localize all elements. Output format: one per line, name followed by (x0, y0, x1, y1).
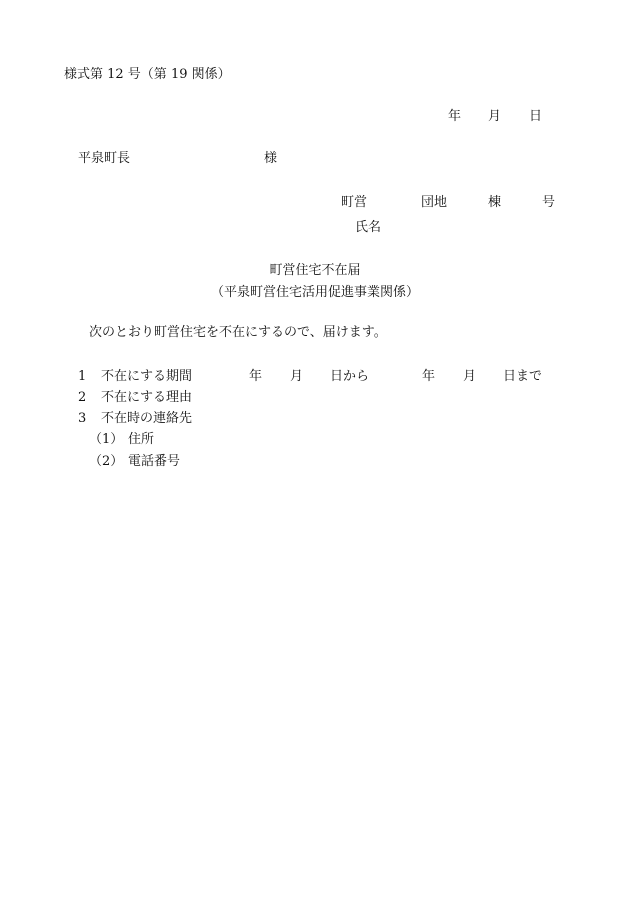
item-number: 2 (78, 390, 87, 405)
building-label: 棟 (488, 195, 502, 210)
period-start-year: 年 (249, 369, 263, 384)
document-subtitle: （平泉町営住宅活用促進事業関係） (210, 285, 419, 300)
document-title: 町営住宅不在届 (269, 263, 361, 278)
item-label: 不在時の連絡先 (101, 411, 193, 426)
intro-text: 次のとおり町営住宅を不在にするので、届けます。 (89, 325, 387, 340)
item-label: 不在にする理由 (101, 390, 193, 405)
applicant-name-label: 氏名 (355, 220, 382, 235)
period-start-month: 月 (290, 369, 304, 384)
date-day-label: 日 (529, 109, 543, 124)
item-number: 3 (78, 411, 87, 426)
complex-label: 団地 (421, 195, 448, 210)
date-month-label: 月 (488, 109, 502, 124)
date-year-label: 年 (448, 109, 462, 124)
town-housing-label: 町営 (341, 195, 368, 210)
subitem-number: （2） (89, 454, 124, 469)
number-label: 号 (542, 195, 556, 210)
period-end-year: 年 (422, 369, 436, 384)
period-end-day: 日まで (503, 369, 543, 384)
item-number: 1 (78, 369, 87, 384)
form-number: 様式第 12 号（第 19 関係） (64, 67, 231, 82)
period-end-month: 月 (463, 369, 477, 384)
item-label: 不在にする期間 (101, 369, 193, 384)
addressee-honorific: 様 (264, 151, 278, 166)
subitem-label: 電話番号 (128, 454, 181, 469)
period-start-day: 日から (330, 369, 370, 384)
addressee-name: 平泉町長 (78, 151, 131, 166)
subitem-label: 住所 (128, 432, 155, 447)
subitem-number: （1） (89, 432, 124, 447)
